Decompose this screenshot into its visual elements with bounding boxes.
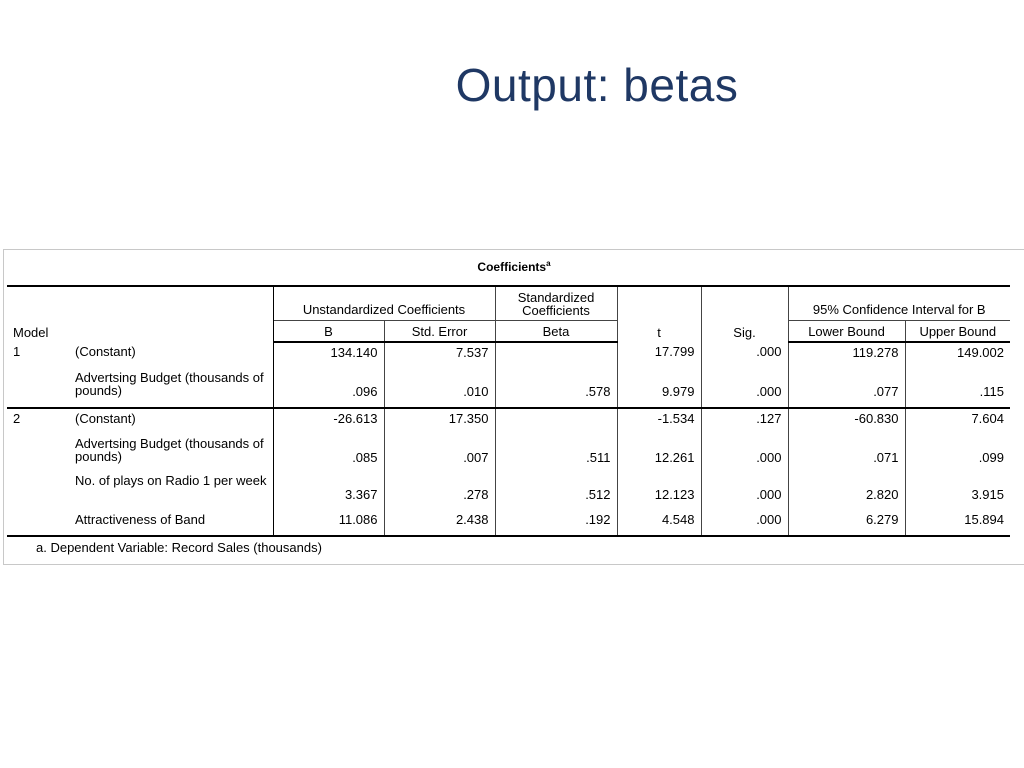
cell-sig: .127 xyxy=(701,408,788,436)
cell-beta: .512 xyxy=(495,473,617,510)
cell-variable: (Constant) xyxy=(69,408,273,436)
header-standardized-coefficients: Standardized Coefficients xyxy=(495,286,617,321)
cell-lower-bound: 2.820 xyxy=(788,473,905,510)
slide-title: Output: betas xyxy=(455,59,739,111)
cell-lower-bound: 119.278 xyxy=(788,342,905,370)
cell-lower-bound: -60.830 xyxy=(788,408,905,436)
cell-upper-bound: .099 xyxy=(905,436,1010,473)
cell-t: 4.548 xyxy=(617,510,701,536)
header-std-error: Std. Error xyxy=(384,321,495,343)
cell-model xyxy=(7,473,69,510)
cell-model: 2 xyxy=(7,408,69,436)
header-model: Model xyxy=(7,286,273,342)
cell-beta: .578 xyxy=(495,370,617,408)
header-lower-bound: Lower Bound xyxy=(788,321,905,343)
cell-b: 3.367 xyxy=(273,473,384,510)
cell-std-error: 17.350 xyxy=(384,408,495,436)
cell-model: 1 xyxy=(13,344,21,359)
cell-t: 9.979 xyxy=(617,370,701,408)
cell-beta: .192 xyxy=(495,510,617,536)
cell-lower-bound: 6.279 xyxy=(788,510,905,536)
header-b: B xyxy=(273,321,384,343)
table-caption xyxy=(4,259,1024,274)
cell-t: 17.799 xyxy=(617,342,701,370)
cell-t: -1.534 xyxy=(617,408,701,436)
cell-variable: No. of plays on Radio 1 per week xyxy=(75,473,267,488)
cell-variable: Attractiveness of Band xyxy=(69,510,273,536)
table-row xyxy=(7,473,1010,510)
header-confidence-interval: 95% Confidence Interval for B xyxy=(788,286,1010,321)
table-row xyxy=(7,510,1010,536)
cell-t: 12.123 xyxy=(617,473,701,510)
cell-std-error: 7.537 xyxy=(384,342,495,370)
table-row xyxy=(7,436,1010,473)
cell-sig: .000 xyxy=(701,510,788,536)
cell-b: .096 xyxy=(273,370,384,408)
table-row xyxy=(7,342,1010,370)
cell-upper-bound: 15.894 xyxy=(905,510,1010,536)
cell-model xyxy=(7,510,69,536)
cell-upper-bound: 149.002 xyxy=(905,342,1010,370)
coefficients-table xyxy=(7,285,1010,537)
spss-output-table xyxy=(3,249,1024,565)
table-caption-footnote-marker: a xyxy=(546,259,551,268)
header-sig: Sig. xyxy=(701,286,788,342)
cell-t: 12.261 xyxy=(617,436,701,473)
cell-variable: Advertsing Budget (thousands of pounds) xyxy=(75,370,264,398)
header-beta: Beta xyxy=(495,321,617,343)
header-unstandardized-coefficients: Unstandardized Coefficients xyxy=(273,286,495,321)
table-row xyxy=(7,408,1010,436)
cell-std-error: .010 xyxy=(384,370,495,408)
cell-std-error: .278 xyxy=(384,473,495,510)
cell-sig: .000 xyxy=(701,436,788,473)
cell-beta xyxy=(495,408,617,436)
cell-std-error: 2.438 xyxy=(384,510,495,536)
table-row xyxy=(7,370,1010,408)
cell-model xyxy=(7,370,69,408)
cell-beta: .511 xyxy=(495,436,617,473)
cell-upper-bound: 3.915 xyxy=(905,473,1010,510)
cell-std-error: .007 xyxy=(384,436,495,473)
cell-b: 11.086 xyxy=(273,510,384,536)
header-t: t xyxy=(617,286,701,342)
cell-beta xyxy=(495,342,617,370)
table-footnote: a. Dependent Variable: Record Sales (thousands) xyxy=(36,540,322,555)
cell-variable: (Constant) xyxy=(75,344,136,359)
cell-sig: .000 xyxy=(701,473,788,510)
cell-lower-bound: .077 xyxy=(788,370,905,408)
cell-variable: Advertsing Budget (thousands of pounds) xyxy=(75,436,264,464)
cell-lower-bound: .071 xyxy=(788,436,905,473)
header-row-groups xyxy=(7,286,1010,321)
cell-model xyxy=(7,436,69,473)
header-upper-bound: Upper Bound xyxy=(905,321,1010,343)
cell-b: 134.140 xyxy=(273,342,384,370)
cell-upper-bound: .115 xyxy=(905,370,1010,408)
cell-upper-bound: 7.604 xyxy=(905,408,1010,436)
cell-sig: .000 xyxy=(701,370,788,408)
cell-b: .085 xyxy=(273,436,384,473)
cell-b: -26.613 xyxy=(273,408,384,436)
table-caption-text: Coefficients xyxy=(477,260,547,274)
cell-sig: .000 xyxy=(701,342,788,370)
